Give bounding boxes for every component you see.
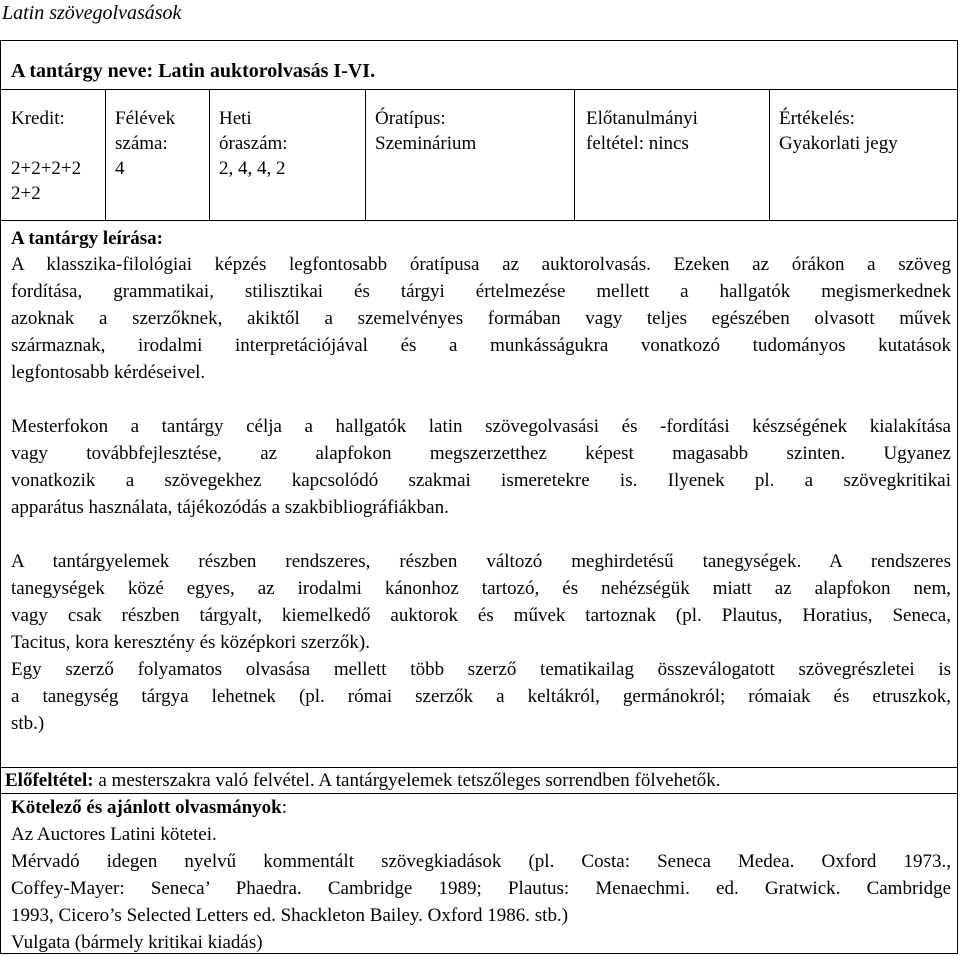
text-line: Mesterfokon a tantárgy célja a hallgatók latin szövegolvasási és -fordítási készségének kialakítása — [11, 416, 951, 437]
column-divider — [574, 90, 575, 220]
text-line: stb.) — [11, 713, 45, 734]
readings-section — [1, 794, 957, 953]
readings-heading-label: Kötelező és ajánlott olvasmányok — [11, 797, 282, 818]
column-divider — [209, 90, 210, 220]
felevek-label-cont: száma: — [115, 133, 168, 154]
course-name-row — [1, 41, 957, 90]
text-line: A klasszika-filológiai képzés legfontosabb óratípusa az auktorolvasás. Ezeken az órákon a szöveg — [11, 254, 951, 275]
text-line: A tantárgyelemek részben rendszeres, részben változó meghirdetésű tanegységek. A rendszeres — [11, 551, 951, 572]
prerequisite — [5, 768, 721, 793]
felevek-label: Félévek — [115, 108, 176, 129]
running-header: Latin szövegolvasások — [2, 2, 182, 24]
column-divider — [105, 90, 106, 220]
description-section — [1, 221, 957, 768]
felevek-value: 4 — [115, 158, 125, 179]
text-line: a tanegység tárgya lehetnek (pl. római szerzők a keltákról, germánokról; rómaiak és etruszkok, — [11, 686, 951, 707]
column-divider — [769, 90, 770, 220]
prerequisite-text: a mesterszakra való felvétel. A tantárgyelemek tetszőleges sorrendben fölvehetők. — [93, 770, 721, 791]
prerequisite-row — [1, 768, 957, 794]
elotanulmanyi-value: feltétel: nincs — [586, 133, 689, 154]
heti-label: Heti — [219, 108, 252, 129]
text-line: legfontosabb kérdéseivel. — [11, 362, 206, 383]
ertekeles-label: Értékelés: — [779, 108, 855, 129]
column-divider — [365, 90, 366, 220]
reading-item: Az Auctores Latini kötetei. — [11, 824, 217, 845]
kredit-value: 2+2+2+2 — [11, 158, 82, 179]
text-line: vagy továbbfejlesztése, az alapfokon megszerzetthez képest magasabb szinten. Ugyanez — [11, 443, 951, 464]
oratipus-label: Óratípus: — [375, 108, 446, 129]
elotanulmanyi-label: Előtanulmányi — [586, 108, 698, 129]
text-line: vagy csak részben tárgyalt, kiemelkedő auktorok és művek tartoznak (pl. Plautus, Horatius, Seneca, — [11, 605, 951, 626]
text-line: fordítása, grammatikai, stilisztikai és tárgyi értelmezése mellett a hallgatók megismerkednek — [11, 281, 951, 302]
reading-item: Mérvadó idegen nyelvű kommentált szövegkiadások (pl. Costa: Seneca Medea. Oxford 1973., — [11, 851, 951, 872]
ertekeles-value: Gyakorlati jegy — [779, 133, 898, 154]
text-line: vonatkozik a szövegekhez kapcsolódó szakmai ismeretekre is. Ilyenek pl. a szövegkritikai — [11, 470, 951, 491]
text-line: tanegységek közé egyes, az irodalmi kánonhoz tartozó, és nehézségük miatt az alapfokon nem, — [11, 578, 951, 599]
kredit-value-cont: 2+2 — [11, 183, 41, 204]
text-line: származnak, irodalmi interpretációjával és a munkásságukra vonatkozó tudományos kutatások — [11, 335, 951, 356]
course-sheet — [0, 40, 958, 954]
oratipus-value: Szeminárium — [375, 133, 477, 154]
course-attributes-row — [1, 90, 957, 221]
text-line: apparátus használata, tájékozódás a szakbibliográfiákban. — [11, 497, 449, 518]
readings-heading — [11, 795, 951, 820]
readings-heading-colon: : — [281, 797, 288, 818]
text-line: Tacitus, kora keresztény és középkori szerzők). — [11, 632, 370, 653]
heti-value: 2, 4, 4, 2 — [219, 158, 286, 179]
text-line: azoknak a szerzőknek, akiktől a szemelvényes formában vagy teljes egészében olvasott művek — [11, 308, 951, 329]
text-line: Egy szerző folyamatos olvasása mellett több szerző tematikailag összeválogatott szövegrészletei is — [11, 659, 951, 680]
reading-item: Vulgata (bármely kritikai kiadás) — [11, 932, 263, 953]
reading-item: 1993, Cicero’s Selected Letters ed. Shackleton Bailey. Oxford 1986. stb.) — [11, 905, 569, 926]
description-heading: A tantárgy leírása: — [11, 228, 163, 249]
reading-item: Coffey-Mayer: Seneca’ Phaedra. Cambridge 1989; Plautus: Menaechmi. ed. Gratwick. Cambridge — [11, 878, 951, 899]
prerequisite-label: Előfeltétel: — [5, 770, 94, 791]
course-name: A tantárgy neve: Latin auktorolvasás I-VI. — [11, 60, 376, 82]
heti-label-cont: óraszám: — [219, 133, 288, 154]
kredit-label: Kredit: — [11, 108, 65, 129]
